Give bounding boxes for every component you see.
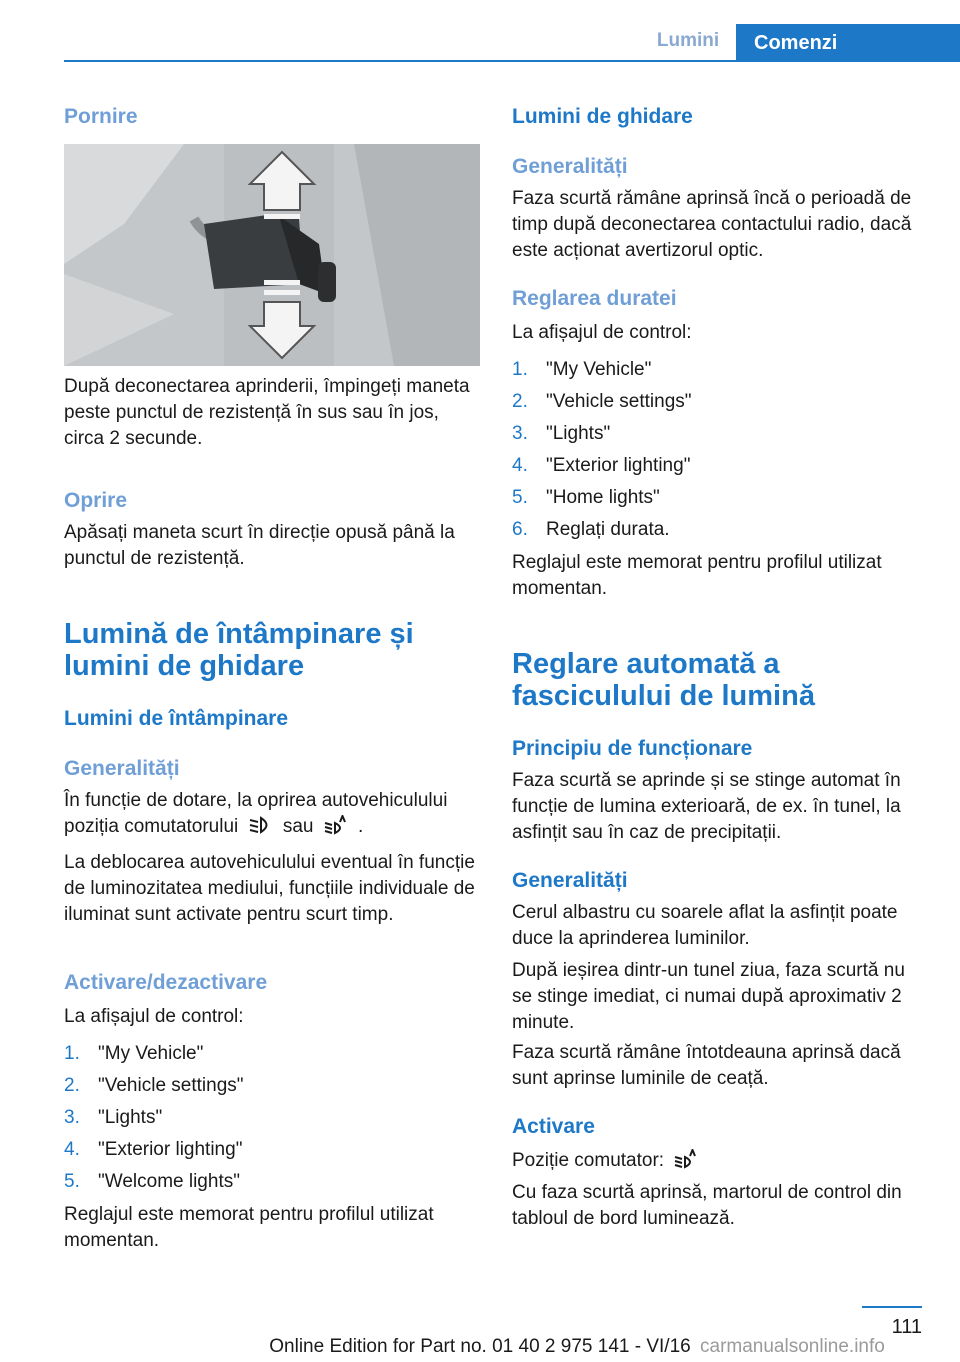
- list-item: 1. "My Vehicle": [512, 359, 652, 380]
- principle-heading: Principiu de funcționare: [512, 737, 753, 760]
- header-tab: Comenzi: [736, 24, 960, 62]
- footer-edition: Online Edition for Part no. 01 40 2 975 141 - VI/16: [269, 1336, 691, 1357]
- general2-text-1: Cerul albastru cu soarele aflat la asfințit poate duce la aprinderea luminilor.: [512, 902, 898, 949]
- header-section: Lumini: [656, 30, 720, 51]
- welcome-heading: Lumini de întâmpinare: [64, 707, 289, 730]
- list-item: 2. "Vehicle settings": [512, 391, 692, 412]
- list-item: 2. "Vehicle settings": [64, 1075, 244, 1096]
- pornire-text: După deconectarea aprinderii, împingeți maneta peste punctul de rezistență în sus sau în jos, circa 2 secunde.: [64, 376, 470, 449]
- duration-steps: [512, 354, 922, 546]
- general2-text-3: Faza scurtă rămâne întotdeauna aprinsă dacă sunt aprinse luminile de ceață.: [512, 1042, 901, 1089]
- general-text-2: La deblocarea autovehiculului eventual în funcție de luminozitatea mediului, funcțiile individuale de iluminat sunt activate pentru scurt timp.: [64, 852, 475, 925]
- list-item: 3. "Lights": [64, 1107, 163, 1128]
- general-text-or: sau: [282, 816, 314, 837]
- general2-heading: Generalități: [512, 869, 628, 892]
- activare-text-2: Cu faza scurtă aprinsă, martorul de control din tabloul de bord luminează.: [512, 1182, 902, 1229]
- activare-text: [512, 1148, 922, 1174]
- stalk-photo: [64, 144, 480, 366]
- list-item: 5. "Welcome lights": [64, 1171, 240, 1192]
- oprire-text: Apăsați maneta scurt în direcție opusă până la punctul de rezistență.: [64, 522, 455, 569]
- list-item: 1. "My Vehicle": [64, 1043, 204, 1064]
- auto-light-symbol-icon: [323, 815, 349, 835]
- activation-heading: Activare/dezactivare: [64, 971, 268, 994]
- general-heading: Generalități: [64, 757, 180, 780]
- general2-text-2: După ieșirea dintr-un tunel ziua, faza scurtă nu se stinge imediat, ci numai după aproximativ 2 minute.: [512, 960, 905, 1033]
- general-text-end: .: [358, 816, 364, 837]
- general-text: [64, 788, 482, 840]
- principle-text: Faza scurtă se aprinde și se stinge automat în funcție de lumina exterioară, de ex. în tunel, la asfințit sau în caz de precipitații.: [512, 770, 901, 843]
- low-beam-symbol-icon: [248, 815, 274, 835]
- right-stored-text: Reglajul este memorat pentru profilul utilizat momentan.: [512, 552, 882, 599]
- page-number-rule: [862, 1306, 922, 1308]
- list-item: 5. "Home lights": [512, 487, 660, 508]
- activare-text-label: Poziție comutator:: [512, 1150, 665, 1171]
- duration-intro: La afișajul de control:: [512, 322, 692, 343]
- stalk-illustration: [64, 144, 480, 366]
- list-item: 4. "Exterior lighting": [512, 455, 691, 476]
- list-item: 6. Reglați durata.: [512, 519, 670, 540]
- guide-heading: Lumini de ghidare: [512, 105, 693, 128]
- watermark: carmanualsonline.info: [700, 1336, 885, 1357]
- duration-heading: Reglarea duratei: [512, 287, 677, 310]
- activare-heading: Activare: [512, 1115, 595, 1138]
- auto-heading: Reglare automată a fasciculului de lumină: [512, 648, 815, 712]
- header-rule: [64, 60, 960, 62]
- activation-steps: [64, 1038, 482, 1198]
- auto-light-symbol-icon: [673, 1149, 699, 1169]
- guide-general-heading: Generalități: [512, 155, 628, 178]
- general-text-a: În funcție de dotare, la oprirea autovehiculului poziția comutatorului: [64, 790, 448, 837]
- pornire-heading: Pornire: [64, 105, 138, 128]
- activation-intro: La afișajul de control:: [64, 1006, 244, 1027]
- list-item: 3. "Lights": [512, 423, 611, 444]
- stored-text: Reglajul este memorat pentru profilul utilizat momentan.: [64, 1204, 434, 1251]
- page-number: 111: [891, 1316, 922, 1338]
- list-item: 4. "Exterior lighting": [64, 1139, 243, 1160]
- guide-general-text: Faza scurtă rămâne aprinsă încă o perioadă de timp după deconectarea contactului radio, dacă este acționat avertizorul optic.: [512, 188, 912, 261]
- oprire-heading: Oprire: [64, 489, 128, 512]
- main-heading: Lumină de întâmpinare și lumini de ghidare: [64, 618, 414, 682]
